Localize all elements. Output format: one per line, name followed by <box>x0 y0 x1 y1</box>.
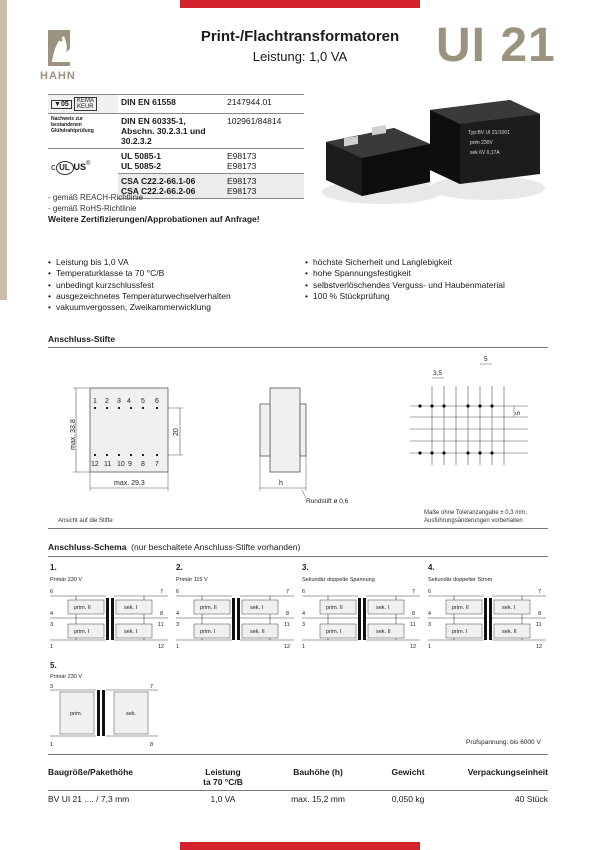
page-title: Print-/Flachtransformatoren <box>200 28 400 45</box>
pin-number: 12 <box>91 461 99 468</box>
cert-row <box>48 114 304 149</box>
caption-left: Ansicht auf die Stifte <box>58 518 113 524</box>
core-bar <box>358 598 361 640</box>
pin-label: 4 <box>176 611 180 617</box>
page-subtitle: Leistung: 1,0 VA <box>252 49 348 64</box>
photo-label-3: sek 6V 0,17A <box>470 150 500 156</box>
pin-label: 3 <box>428 622 432 628</box>
schema-desc: Primär 115 V <box>176 577 208 583</box>
cert-standard: DIN EN 61558 <box>118 95 224 114</box>
cert-number: 2147944.01 <box>224 95 304 114</box>
core-bar <box>111 598 114 640</box>
col-header: Verpackungseinheit <box>467 767 548 777</box>
pin-label: 6 <box>302 589 306 595</box>
pin-label: 8 <box>286 611 290 617</box>
schema-number: 3. <box>302 563 309 572</box>
approvals-note: Weitere Zertifizierungen/Approbationen auf Anfrage! <box>48 214 260 224</box>
photo-label-2: prim 230V <box>470 140 493 146</box>
winding-label: sek. II <box>250 629 265 635</box>
core-bar <box>237 598 240 640</box>
pin-number: 2 <box>105 398 109 405</box>
pin-number: 7 <box>155 461 159 468</box>
grid-dim: 5 <box>515 411 522 415</box>
product-photo <box>312 92 548 222</box>
compliance-notes: - gemäß REACH-Richtlinie - gemäß RoHS-Richtlinie <box>48 193 144 213</box>
winding-label: sek. II <box>376 629 391 635</box>
pin-label: 7 <box>286 589 290 595</box>
pin-number: 4 <box>127 398 131 405</box>
pin-number: 10 <box>117 461 125 468</box>
schema-svg <box>48 560 548 754</box>
vde-logo: ▼05 <box>51 100 72 109</box>
winding-label: prim. II <box>74 605 91 611</box>
schema-diagrams <box>48 560 548 754</box>
photo-label-1: Typ:BV UI 21/1001 <box>468 130 510 136</box>
core-bar <box>484 598 487 640</box>
bottom-accent-bar <box>180 842 420 850</box>
pin-layout-drawing <box>48 350 548 528</box>
schema-desc: Sekundär doppelte Spannung <box>302 577 375 583</box>
pin-label: 1 <box>428 644 432 650</box>
pin-label: 12 <box>158 644 165 650</box>
pin-label: 8 <box>160 611 164 617</box>
table-row <box>48 791 548 808</box>
pin-number: 3 <box>117 398 121 405</box>
col-header: Baugröße/Pakethöhe <box>48 767 134 777</box>
feature-item: • Leistung bis 1,0 VA <box>48 257 298 268</box>
left-accent-stripe <box>0 0 7 300</box>
cert-number: 102961/84814 <box>224 114 304 149</box>
pin-label: 3 <box>176 622 180 628</box>
caption-right-1: Maße ohne Toleranzangabe ± 0,3 mm, <box>424 510 527 516</box>
test-voltage: Prüfspannung: bis 6000 V <box>466 739 541 746</box>
col-header: Gewicht <box>391 767 425 777</box>
pin-label: 12 <box>284 644 291 650</box>
pin-label: 6 <box>428 589 432 595</box>
feature-item: • Temperaturklasse ta 70 °C/B <box>48 268 298 279</box>
pin-label: 7 <box>412 589 416 595</box>
pin-label: 4 <box>302 611 306 617</box>
pin-label: 1 <box>50 742 54 748</box>
feature-item: • unbedingt kurzschlussfest <box>48 280 298 291</box>
pin-number: 5 <box>141 398 145 405</box>
dim-pitch: 20 <box>173 428 180 436</box>
certificate-table <box>48 94 304 199</box>
vde-kema-logo-cell <box>48 95 118 114</box>
pin-label: 11 <box>284 622 290 628</box>
pin-label: 3 <box>302 622 306 628</box>
pin-label: 7 <box>538 589 542 595</box>
cert-standard: UL 5085-1 UL 5085-2 <box>118 149 224 174</box>
winding-label: prim. II <box>200 605 217 611</box>
pin-number: 11 <box>104 461 112 468</box>
cell-height: max. 15,2 mm <box>291 794 345 804</box>
core-bar <box>106 598 109 640</box>
feature-item: • höchste Sicherheit und Langlebigkeit <box>305 257 550 268</box>
cert-row <box>48 95 304 114</box>
pin-number: 9 <box>128 461 132 468</box>
divider <box>48 347 548 348</box>
core-bar <box>489 598 492 640</box>
pin-label: 8 <box>412 611 416 617</box>
pin-label: 8 <box>150 742 154 748</box>
pins-heading: Anschluss-Stifte <box>48 334 116 344</box>
pin-label: 1 <box>50 644 54 650</box>
pin-label: 1 <box>176 644 180 650</box>
pin-number: 8 <box>141 461 145 468</box>
pin-label: 3 <box>50 622 54 628</box>
winding-label: prim. <box>70 711 83 717</box>
cert-number: E98173 E98173 <box>224 174 304 199</box>
divider <box>48 556 548 557</box>
pin-label: 11 <box>158 622 164 628</box>
pin-diameter: Rundstift ø 0,6 <box>306 498 349 505</box>
pin-label: 7 <box>160 589 164 595</box>
winding-label: sek. I <box>376 605 390 611</box>
cert-number: E98173 E98173 <box>224 149 304 174</box>
cert-standard: DIN EN 60335-1, Abschn. 30.2.3.1 und 30.2.3.2 <box>118 114 224 149</box>
winding-label: prim. II <box>326 605 343 611</box>
pin-label: 3 <box>50 684 54 690</box>
pin-label: 7 <box>150 684 154 690</box>
winding-label: prim. I <box>326 629 342 635</box>
col-header: Bauhöhe (h) <box>293 767 343 777</box>
cell-size: BV UI 21 .... / 7,3 mm <box>48 794 130 804</box>
schema-number: 2. <box>176 563 183 572</box>
ul-logo-cell <box>48 149 118 199</box>
feature-item: • selbstverlöschendes Verguss- und Haubenmaterial <box>305 280 550 291</box>
model-name: UI 21 <box>436 19 556 72</box>
pin-label: 4 <box>50 611 54 617</box>
divider <box>48 528 548 529</box>
schema-number: 5. <box>50 661 57 670</box>
cert-row <box>48 149 304 174</box>
divider <box>48 754 548 755</box>
cert-note: Nachweis zur bestandenen Glühdrahtprüfung <box>48 114 118 149</box>
cell-packaging: 40 Stück <box>514 794 548 804</box>
pin-label: 1 <box>302 644 306 650</box>
features-left <box>48 257 298 313</box>
table-header-row <box>48 764 548 791</box>
winding-label: prim. II <box>452 605 469 611</box>
top-accent-bar <box>180 0 420 8</box>
grid-dim: 3,5 <box>433 370 443 377</box>
winding-label: sek. I <box>502 605 516 611</box>
feature-item: • hohe Spannungsfestigkeit <box>305 268 550 279</box>
caption-right-2: Ausführungsänderungen vorbehalten <box>424 518 523 524</box>
feature-item: • vakuumvergossen, Zweikammerwicklung <box>48 302 298 313</box>
winding-label: prim. I <box>74 629 90 635</box>
features-right <box>305 257 550 302</box>
col-header: Leistung ta 70 °C/B <box>203 767 243 787</box>
core-bar <box>232 598 235 640</box>
schema-number: 1. <box>50 563 57 572</box>
pin-label: 11 <box>536 622 542 628</box>
pin-label: 11 <box>410 622 416 628</box>
dim-width: max. 29,3 <box>114 480 145 487</box>
pin-label: 4 <box>428 611 432 617</box>
pin-label: 6 <box>176 589 180 595</box>
schema-number: 4. <box>428 563 435 572</box>
schema-desc: Primär 230 V <box>50 674 83 680</box>
winding-label: sek. I <box>124 629 138 635</box>
core-bar <box>102 690 105 736</box>
core-bar <box>97 690 100 736</box>
winding-label: sek. I <box>250 605 264 611</box>
pin-label: 6 <box>50 589 54 595</box>
winding-label: prim. I <box>200 629 216 635</box>
winding-label: sek. I <box>124 605 138 611</box>
dim-h: h <box>279 480 283 487</box>
cell-power: 1,0 VA <box>210 794 236 804</box>
grid-dim: 5 <box>484 356 488 363</box>
ul-logo: c UL US® <box>51 151 115 175</box>
core-bar <box>363 598 366 640</box>
pin-number: 1 <box>93 398 97 405</box>
winding-label: prim. I <box>452 629 468 635</box>
schema-heading: Anschluss-Schema (nur beschaltete Anschluss-Stifte vorhanden) <box>48 542 301 552</box>
pin-label: 12 <box>410 644 417 650</box>
kema-keur-logo: KEMA KEUR <box>74 97 97 111</box>
pin-label: 8 <box>538 611 542 617</box>
brand-name: HAHN <box>40 70 76 82</box>
schema-desc: Primär 230 V <box>50 577 83 583</box>
pin-number: 6 <box>155 398 159 405</box>
feature-item: • 100 % Stückprüfung <box>305 291 550 302</box>
pin-label: 12 <box>536 644 543 650</box>
schema-desc: Sekundär doppelter Strom <box>428 577 493 583</box>
cert-standard: CSA C22.2-66.1-06 CSA C22.2-66.2-06 <box>118 174 224 199</box>
dim-height: max. 33,8 <box>70 419 77 450</box>
winding-label: sek. II <box>502 629 517 635</box>
cell-weight: 0,050 kg <box>391 794 425 804</box>
feature-item: • ausgezeichnetes Temperaturwechselverhalten <box>48 291 298 302</box>
product-table <box>48 764 548 807</box>
winding-label: sek. <box>126 711 137 717</box>
